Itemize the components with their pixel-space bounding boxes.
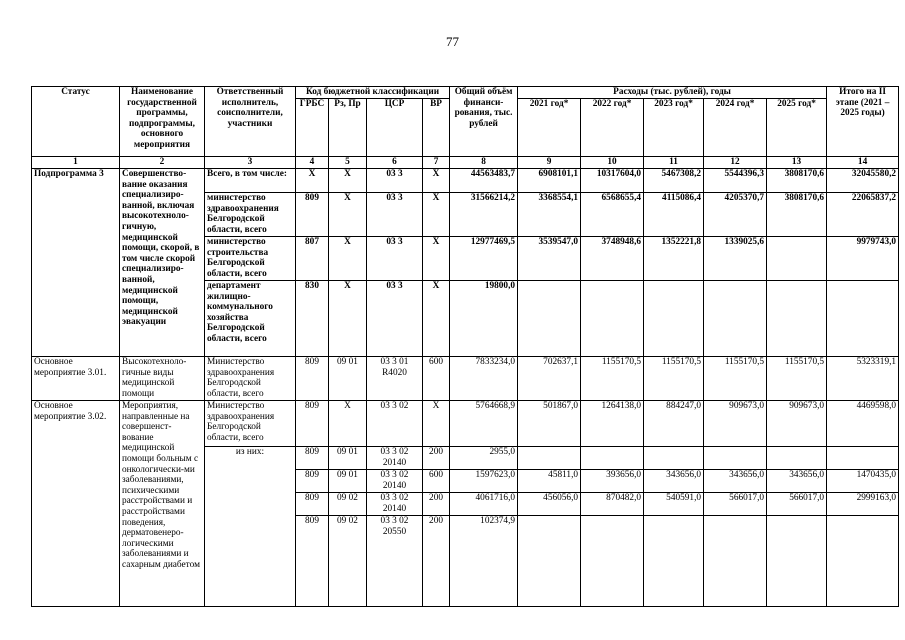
grbs-cell: 809: [296, 401, 329, 447]
column-number: 13: [767, 157, 827, 169]
rzpr-cell: Х: [329, 281, 367, 357]
year-2021-cell: [518, 516, 581, 607]
year-2025-cell: 909673,0: [767, 401, 827, 447]
table-row: [32, 357, 899, 401]
column-number: 4: [296, 157, 329, 169]
header-responsible: Ответственный исполнитель, соисполнители, участники: [205, 87, 296, 157]
measure-name: Высокотехноло-гичные виды медицинской помощи: [120, 357, 205, 401]
rzpr-cell: Х: [329, 169, 367, 193]
year-2021-cell: 702637,1: [518, 357, 581, 401]
year-2022-cell: [581, 516, 644, 607]
year-2023-cell: 540591,0: [644, 493, 704, 516]
header-year-2021: 2021 год*: [518, 99, 581, 157]
grbs-cell: Х: [296, 169, 329, 193]
total-cell: 31566214,2: [450, 193, 518, 237]
year-2023-cell: [644, 281, 704, 357]
header-year-2024: 2024 год*: [704, 99, 767, 157]
year-2024-cell: 566017,0: [704, 493, 767, 516]
header-itogo: Итого на II этапе (2021 – 2025 годы): [827, 87, 899, 157]
year-2023-cell: 4115086,4: [644, 193, 704, 237]
header-year-2023: 2023 год*: [644, 99, 704, 157]
total-cell: 5764668,9: [450, 401, 518, 447]
year-2024-cell: 1339025,6: [704, 237, 767, 281]
year-2022-cell: 1264138,0: [581, 401, 644, 447]
year-2025-cell: 566017,0: [767, 493, 827, 516]
itogo-cell: 5323319,1: [827, 357, 899, 401]
column-number: 14: [827, 157, 899, 169]
page-number: 77: [446, 34, 459, 49]
grbs-cell: 809: [296, 470, 329, 493]
year-2021-cell: 456056,0: [518, 493, 581, 516]
grbs-cell: 809: [296, 193, 329, 237]
total-cell: 102374,9: [450, 516, 518, 607]
csr-cell: 03 3 02 20140: [367, 447, 423, 470]
itogo-cell: [827, 447, 899, 470]
csr-cell: 03 3 02 20140: [367, 470, 423, 493]
year-2021-cell: 3368554,1: [518, 193, 581, 237]
total-cell: 2955,0: [450, 447, 518, 470]
header-budget-code: Код бюджетной классификации: [296, 87, 450, 99]
header-vr: ВР: [423, 99, 450, 157]
year-2022-cell: 1155170,5: [581, 357, 644, 401]
grbs-cell: 830: [296, 281, 329, 357]
year-2025-cell: [767, 281, 827, 357]
year-2023-cell: [644, 516, 704, 607]
responsible-cell: министерство здравоохранения Белгородской области, всего: [205, 193, 296, 237]
header-year-2022: 2022 год*: [581, 99, 644, 157]
total-cell: 7833234,0: [450, 357, 518, 401]
year-2022-cell: 393656,0: [581, 470, 644, 493]
vr-cell: 600: [423, 470, 450, 493]
year-2024-cell: 1155170,5: [704, 357, 767, 401]
csr-cell: 03 3 02: [367, 401, 423, 447]
rzpr-cell: Х: [329, 237, 367, 281]
column-number: 9: [518, 157, 581, 169]
vr-cell: Х: [423, 169, 450, 193]
year-2021-cell: [518, 281, 581, 357]
responsible-cell: Министерство здравоохранения Белгородской области, всего: [205, 401, 296, 447]
measure-name: Мероприятия, направленные на совершенст-вование медицинской помощи больным с онкологически-ми заболеваниями, психическими расстройствами и расстройствами поведения, дерматовенеро-логическими заболеваниями и сахарным диабетом: [120, 401, 205, 607]
header-rzpr: Рз, Пр: [329, 99, 367, 157]
csr-cell: 03 3: [367, 281, 423, 357]
column-number: 5: [329, 157, 367, 169]
responsible-cell: Всего, в том числе:: [205, 169, 296, 193]
year-2022-cell: 6568655,4: [581, 193, 644, 237]
table-row: [32, 169, 899, 193]
csr-cell: 03 3 02 20550: [367, 516, 423, 607]
iz-nih-label: из них:: [205, 447, 296, 607]
year-2021-cell: [518, 447, 581, 470]
itogo-cell: 4469598,0: [827, 401, 899, 447]
year-2023-cell: [644, 447, 704, 470]
csr-cell: 03 3: [367, 193, 423, 237]
budget-table: [31, 86, 899, 607]
year-2023-cell: 5467308,2: [644, 169, 704, 193]
year-2022-cell: 870482,0: [581, 493, 644, 516]
year-2024-cell: 343656,0: [704, 470, 767, 493]
column-number: 8: [450, 157, 518, 169]
header-csr: ЦСР: [367, 99, 423, 157]
measure-status: Основное мероприятие 3.02.: [32, 401, 120, 607]
csr-cell: 03 3: [367, 169, 423, 193]
column-number: 11: [644, 157, 704, 169]
column-number: 2: [120, 157, 205, 169]
rzpr-cell: 09 01: [329, 470, 367, 493]
column-number: 12: [704, 157, 767, 169]
itogo-cell: 22065837,2: [827, 193, 899, 237]
year-2023-cell: 1155170,5: [644, 357, 704, 401]
year-2024-cell: [704, 281, 767, 357]
year-2024-cell: [704, 516, 767, 607]
year-2024-cell: 4205370,7: [704, 193, 767, 237]
vr-cell: 600: [423, 357, 450, 401]
year-2025-cell: 3808170,6: [767, 193, 827, 237]
vr-cell: Х: [423, 281, 450, 357]
vr-cell: Х: [423, 193, 450, 237]
csr-cell: 03 3 02 20140: [367, 493, 423, 516]
responsible-cell: департамент жилищно-коммунального хозяйства Белгородской области, всего: [205, 281, 296, 357]
csr-cell: 03 3: [367, 237, 423, 281]
total-cell: 1597623,0: [450, 470, 518, 493]
grbs-cell: 809: [296, 447, 329, 470]
grbs-cell: 809: [296, 493, 329, 516]
rzpr-cell: 09 02: [329, 516, 367, 607]
vr-cell: 200: [423, 447, 450, 470]
year-2023-cell: 343656,0: [644, 470, 704, 493]
csr-cell: 03 3 01 R4020: [367, 357, 423, 401]
rzpr-cell: Х: [329, 401, 367, 447]
subprogram-status: Подпрограмма 3: [32, 169, 120, 357]
header-status: Статус: [32, 87, 120, 157]
itogo-cell: 1470435,0: [827, 470, 899, 493]
year-2022-cell: [581, 447, 644, 470]
rzpr-cell: 09 01: [329, 357, 367, 401]
year-2025-cell: 3808170,6: [767, 169, 827, 193]
year-2024-cell: 909673,0: [704, 401, 767, 447]
measure-status: Основное мероприятие 3.01.: [32, 357, 120, 401]
itogo-cell: 32045580,2: [827, 169, 899, 193]
vr-cell: Х: [423, 237, 450, 281]
grbs-cell: 809: [296, 516, 329, 607]
column-number: 7: [423, 157, 450, 169]
year-2022-cell: 10317604,0: [581, 169, 644, 193]
itogo-cell: 2999163,0: [827, 493, 899, 516]
year-2021-cell: 501867,0: [518, 401, 581, 447]
year-2023-cell: 884247,0: [644, 401, 704, 447]
itogo-cell: [827, 281, 899, 357]
vr-cell: Х: [423, 401, 450, 447]
year-2023-cell: 1352221,8: [644, 237, 704, 281]
header-grbs: ГРБС: [296, 99, 329, 157]
header-name: Наименование государственной программы, подпрограммы, основного мероприятия: [120, 87, 205, 157]
year-2025-cell: [767, 516, 827, 607]
table-row: [32, 401, 899, 447]
year-2025-cell: 343656,0: [767, 470, 827, 493]
responsible-cell: министерство строительства Белгородской области, всего: [205, 237, 296, 281]
itogo-cell: 9979743,0: [827, 237, 899, 281]
responsible-cell: Министерство здравоохранения Белгородской области, всего: [205, 357, 296, 401]
vr-cell: 200: [423, 516, 450, 607]
year-2025-cell: [767, 237, 827, 281]
column-number: 6: [367, 157, 423, 169]
grbs-cell: 807: [296, 237, 329, 281]
total-cell: 12977469,5: [450, 237, 518, 281]
vr-cell: 200: [423, 493, 450, 516]
year-2022-cell: [581, 281, 644, 357]
column-number: 3: [205, 157, 296, 169]
subprogram-name: Совершенство-вание оказания специализиро-ванной, включая высокотехноло-гичную, медицинской помощи, скорой, в том числе скорой специализиро-ванной, медицинской помощи, медицинской эвакуации: [120, 169, 205, 357]
year-2025-cell: [767, 447, 827, 470]
total-cell: 4061716,0: [450, 493, 518, 516]
header-expenses: Расходы (тыс. рублей), годы: [518, 87, 827, 99]
header-total-volume: Общий объём финанси-рования, тыс. рублей: [450, 87, 518, 157]
rzpr-cell: 09 02: [329, 493, 367, 516]
total-cell: 44563483,7: [450, 169, 518, 193]
rzpr-cell: 09 01: [329, 447, 367, 470]
year-2024-cell: [704, 447, 767, 470]
rzpr-cell: Х: [329, 193, 367, 237]
column-number: 1: [32, 157, 120, 169]
year-2021-cell: 45811,0: [518, 470, 581, 493]
grbs-cell: 809: [296, 357, 329, 401]
total-cell: 19800,0: [450, 281, 518, 357]
year-2024-cell: 5544396,3: [704, 169, 767, 193]
year-2025-cell: 1155170,5: [767, 357, 827, 401]
itogo-cell: [827, 516, 899, 607]
year-2022-cell: 3748948,6: [581, 237, 644, 281]
year-2021-cell: 3539547,0: [518, 237, 581, 281]
year-2021-cell: 6908101,1: [518, 169, 581, 193]
column-number: 10: [581, 157, 644, 169]
header-year-2025: 2025 год*: [767, 99, 827, 157]
